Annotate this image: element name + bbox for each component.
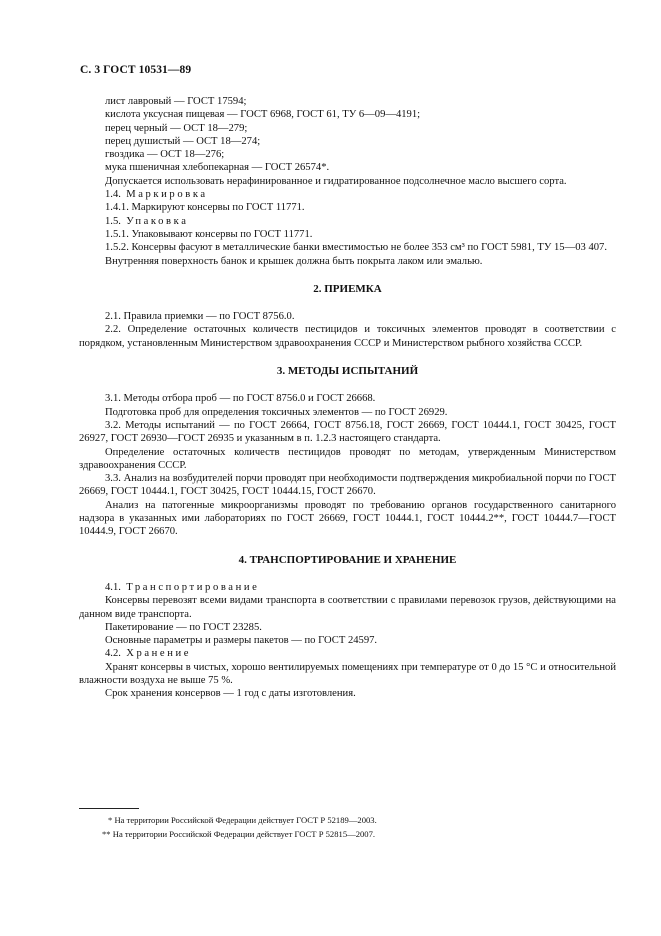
paragraph: Допускается использовать нерафинированное и гидратированное подсолнечное масло высшего сорта. <box>105 175 567 187</box>
subsection-title: Хранение <box>126 648 192 660</box>
paragraph: Срок хранения консервов — 1 год с даты изготовления. <box>105 688 356 700</box>
list-item: лист лавровый — ГОСТ 17594; <box>105 96 247 107</box>
list-item: кислота уксусная пищевая — ГОСТ 6968, ГОСТ 61, ТУ 6—09—4191; <box>105 109 421 121</box>
paragraph: Внутренняя поверхность банок и крышек должна быть покрыта лаком или эмалью. <box>105 255 483 267</box>
page-header: С. 3 ГОСТ 10531—89 <box>80 64 192 76</box>
subsection-heading-transport <box>79 581 616 594</box>
subsection-number: 4.2. <box>105 648 121 660</box>
subsection-heading-storage <box>79 647 616 660</box>
paragraph: Анализ на патогенные микроорганизмы проводят по требованию органов государственного санитарного надзора в указанных ими лабораториях по ГОСТ 26669, ГОСТ 10444.1, ГОСТ 10444.2**, ГОСТ 10444.7—ГОСТ 10444.9, ГОСТ 26670. <box>79 499 616 538</box>
paragraph: 3.1. Методы отбора проб — по ГОСТ 8756.0 и ГОСТ 26668. <box>105 393 376 405</box>
list-item: мука пшеничная хлебопекарная — ГОСТ 26574*. <box>105 162 330 174</box>
subsection-number: 1.5. <box>105 215 121 227</box>
list-item: перец душистый — ОСТ 18—274; <box>105 135 261 147</box>
paragraph: Подготовка проб для определения токсичных элементов — по ГОСТ 26929. <box>105 406 448 418</box>
paragraph: 1.5.2. Консервы фасуют в металлические банки вместимостью не более 353 см³ по ГОСТ 5981, ТУ 15—03 407. <box>105 242 607 254</box>
subsection-heading-marking <box>79 188 616 201</box>
section-heading-test-methods: 3. МЕТОДЫ ИСПЫТАНИЙ <box>276 365 419 378</box>
list-item: перец черный — ОСТ 18—279; <box>105 122 248 134</box>
paragraph: 2.2. Определение остаточных количеств пестицидов и токсичных элементов проводят в соответствии с порядком, установленным Министерством здравоохранения СССР и Министерством рыбного хозяйства СССР. <box>79 324 616 349</box>
document-body <box>79 95 616 701</box>
paragraph: Хранят консервы в чистых, хорошо вентилируемых помещениях при температуре от 0 до 15 °С и относительной влажности воздуха не выше 75 %. <box>79 661 616 686</box>
paragraph: 2.1. Правила приемки — по ГОСТ 8756.0. <box>105 311 295 323</box>
section-heading-acceptance: 2. ПРИЕМКА <box>313 282 382 295</box>
subsection-number: 4.1. <box>105 581 121 593</box>
footnote-1: * На территории Российской Федерации действует ГОСТ Р 52189—2003. <box>108 815 377 825</box>
section-heading-transport-storage: 4. ТРАНСПОРТИРОВАНИЕ И ХРАНЕНИЕ <box>238 553 457 566</box>
paragraph: Определение остаточных количеств пестицидов проводят по методам, утвержденным Министерством здравоохранения СССР. <box>79 446 616 471</box>
subsection-number: 1.4. <box>105 189 121 201</box>
subsection-heading-packing <box>79 215 616 228</box>
subsection-title: Транспортирование <box>126 581 260 593</box>
subsection-title: Маркировка <box>126 189 208 201</box>
paragraph: Основные параметры и размеры пакетов — по ГОСТ 24597. <box>105 635 378 647</box>
subsection-title: Упаковка <box>126 215 189 227</box>
footnote-divider <box>79 808 139 809</box>
list-item: гвоздика — ОСТ 18—276; <box>105 149 225 161</box>
paragraph: 3.2. Методы испытаний — по ГОСТ 26664, ГОСТ 8756.18, ГОСТ 26669, ГОСТ 10444.1, ГОСТ 30425, ГОСТ 26927, ГОСТ 26930—ГОСТ 26935 и указанным в п. 1.2.3 настоящего стандарта. <box>79 419 616 445</box>
paragraph: 1.4.1. Маркируют консервы по ГОСТ 11771. <box>105 202 305 214</box>
paragraph: Пакетирование — по ГОСТ 23285. <box>105 621 262 633</box>
paragraph: Консервы перевозят всеми видами транспорта в соответствии с правилами перевозок грузов, действующими на данном виде транспорта. <box>79 595 616 620</box>
footnote-2: ** На территории Российской Федерации действует ГОСТ Р 52815—2007. <box>102 829 376 839</box>
paragraph: 1.5.1. Упаковывают консервы по ГОСТ 11771. <box>105 228 313 240</box>
paragraph: 3.3. Анализ на возбудителей порчи проводят при необходимости подтверждения микробиальной порчи по ГОСТ 26669, ГОСТ 10444.1, ГОСТ 30425, ГОСТ 10444.15, ГОСТ 26670. <box>79 473 616 498</box>
